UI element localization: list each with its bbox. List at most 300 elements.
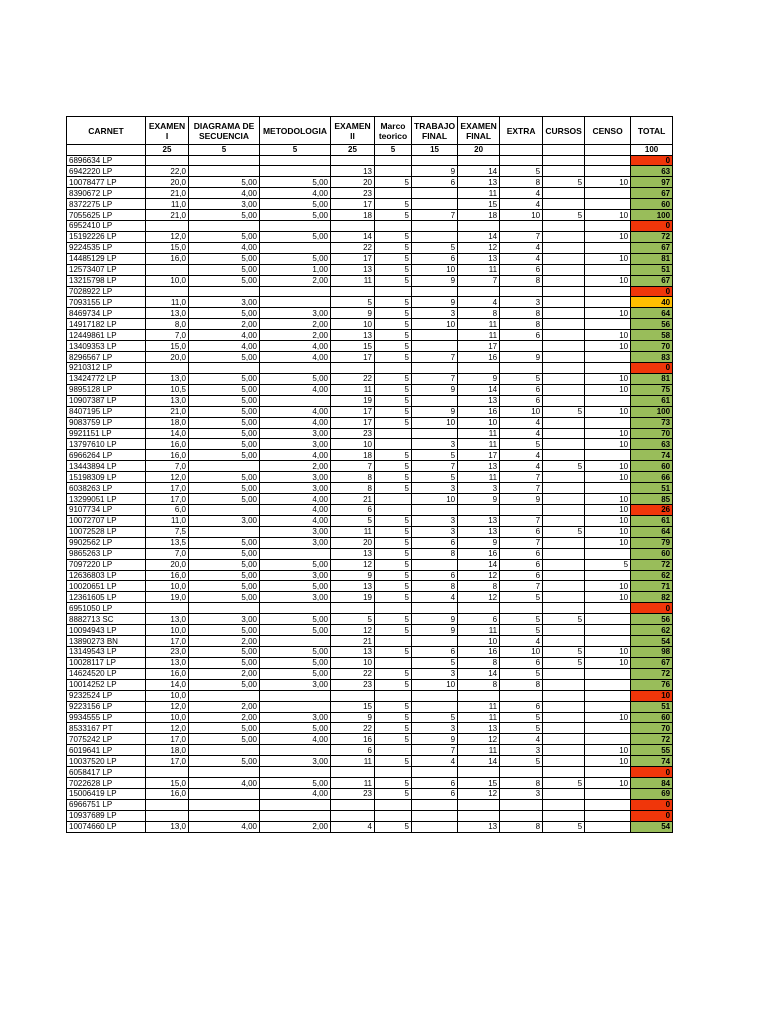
- examen-2-cell: 9: [331, 308, 375, 319]
- diagrama-cell: [189, 603, 260, 614]
- diagrama-cell: 5,00: [189, 308, 260, 319]
- metodologia-cell: [260, 155, 331, 166]
- total-cell: 0: [631, 799, 673, 810]
- diagrama-cell: [189, 363, 260, 374]
- trabajo-final-cell: [412, 821, 458, 832]
- examen-final-cell: 11: [458, 319, 500, 330]
- marco-teorico-cell: 5: [375, 668, 412, 679]
- carnet-cell: 13299051 LP: [67, 494, 146, 505]
- carnet-cell: 13424772 LP: [67, 373, 146, 384]
- metodologia-cell: 2,00: [260, 461, 331, 472]
- examen-1-cell: 18,0: [146, 417, 189, 428]
- carnet-cell: 13149543 LP: [67, 646, 146, 657]
- trabajo-final-cell: [412, 286, 458, 297]
- diagrama-cell: [189, 788, 260, 799]
- examen-2-cell: 16: [331, 734, 375, 745]
- censo-cell: 10: [585, 384, 631, 395]
- total-cell: 55: [631, 745, 673, 756]
- carnet-cell: 10078477 LP: [67, 177, 146, 188]
- censo-cell: 10: [585, 428, 631, 439]
- examen-2-cell: [331, 603, 375, 614]
- marco-teorico-cell: 5: [375, 395, 412, 406]
- marco-teorico-cell: 5: [375, 472, 412, 483]
- carnet-cell: 8533167 PT: [67, 723, 146, 734]
- examen-final-cell: 14: [458, 668, 500, 679]
- table-row: [67, 199, 673, 210]
- examen-1-cell: 6,0: [146, 505, 189, 516]
- total-cell: 40: [631, 297, 673, 308]
- examen-2-cell: 12: [331, 625, 375, 636]
- carnet-cell: 10072707 LP: [67, 515, 146, 526]
- examen-1-cell: 10,0: [146, 712, 189, 723]
- examen-2-cell: [331, 363, 375, 374]
- table-row: [67, 210, 673, 221]
- examen-final-cell: 11: [458, 712, 500, 723]
- total-cell: 62: [631, 570, 673, 581]
- metodologia-cell: 4,00: [260, 450, 331, 461]
- extra-cell: 6: [500, 548, 543, 559]
- censo-cell: [585, 242, 631, 253]
- examen-final-cell: 10: [458, 636, 500, 647]
- examen-2-cell: 7: [331, 461, 375, 472]
- censo-cell: 10: [585, 210, 631, 221]
- diagrama-cell: 5,00: [189, 439, 260, 450]
- censo-cell: [585, 821, 631, 832]
- trabajo-final-cell: 4: [412, 592, 458, 603]
- cursos-cell: [543, 341, 585, 352]
- metodologia-cell: 3,00: [260, 308, 331, 319]
- examen-2-cell: 13: [331, 330, 375, 341]
- weight-cell: 25: [146, 145, 189, 156]
- carnet-cell: 9895128 LP: [67, 384, 146, 395]
- examen-1-cell: [146, 767, 189, 778]
- diagrama-cell: 4,00: [189, 341, 260, 352]
- marco-teorico-cell: 5: [375, 199, 412, 210]
- extra-cell: 3: [500, 745, 543, 756]
- carnet-cell: 12449861 LP: [67, 330, 146, 341]
- metodologia-cell: 4,00: [260, 406, 331, 417]
- cursos-cell: [543, 494, 585, 505]
- diagrama-cell: 5,00: [189, 373, 260, 384]
- table-row: [67, 330, 673, 341]
- examen-2-cell: [331, 767, 375, 778]
- examen-2-cell: 13: [331, 264, 375, 275]
- cursos-cell: [543, 625, 585, 636]
- examen-1-cell: 16,0: [146, 668, 189, 679]
- total-cell: 56: [631, 319, 673, 330]
- metodologia-cell: 5,00: [260, 210, 331, 221]
- examen-final-cell: 13: [458, 526, 500, 537]
- examen-1-cell: 21,0: [146, 188, 189, 199]
- trabajo-final-cell: [412, 810, 458, 821]
- diagrama-cell: 5,00: [189, 537, 260, 548]
- cursos-cell: 5: [543, 461, 585, 472]
- total-cell: 74: [631, 756, 673, 767]
- diagrama-cell: 5,00: [189, 679, 260, 690]
- cursos-cell: [543, 319, 585, 330]
- total-cell: 64: [631, 526, 673, 537]
- censo-cell: 10: [585, 712, 631, 723]
- table-row: [67, 341, 673, 352]
- cursos-cell: [543, 505, 585, 516]
- cursos-cell: [543, 515, 585, 526]
- extra-cell: 10: [500, 406, 543, 417]
- cursos-cell: [543, 472, 585, 483]
- total-cell: 76: [631, 679, 673, 690]
- examen-1-cell: 11,0: [146, 297, 189, 308]
- censo-cell: [585, 221, 631, 232]
- trabajo-final-cell: 8: [412, 581, 458, 592]
- examen-2-cell: [331, 810, 375, 821]
- diagrama-cell: 2,00: [189, 636, 260, 647]
- marco-teorico-cell: [375, 494, 412, 505]
- cursos-cell: 5: [543, 177, 585, 188]
- carnet-cell: 13215798 LP: [67, 275, 146, 286]
- examen-final-cell: 8: [458, 679, 500, 690]
- header-cell: CENSO: [585, 117, 631, 145]
- extra-cell: 6: [500, 526, 543, 537]
- diagrama-cell: 5,00: [189, 592, 260, 603]
- cursos-cell: [543, 166, 585, 177]
- table-row: [67, 679, 673, 690]
- examen-2-cell: 22: [331, 373, 375, 384]
- total-cell: 82: [631, 592, 673, 603]
- extra-cell: 6: [500, 330, 543, 341]
- cursos-cell: 5: [543, 821, 585, 832]
- total-cell: 51: [631, 264, 673, 275]
- table-row: [67, 668, 673, 679]
- total-cell: 72: [631, 559, 673, 570]
- carnet-cell: 12361605 LP: [67, 592, 146, 603]
- carnet-cell: 15198309 LP: [67, 472, 146, 483]
- metodologia-cell: 4,00: [260, 352, 331, 363]
- examen-1-cell: [146, 363, 189, 374]
- examen-2-cell: 23: [331, 679, 375, 690]
- carnet-cell: 10937689 LP: [67, 810, 146, 821]
- marco-teorico-cell: 5: [375, 614, 412, 625]
- censo-cell: [585, 417, 631, 428]
- examen-final-cell: 15: [458, 778, 500, 789]
- censo-cell: 10: [585, 177, 631, 188]
- cursos-cell: 5: [543, 614, 585, 625]
- censo-cell: 10: [585, 657, 631, 668]
- examen-1-cell: 7,5: [146, 526, 189, 537]
- marco-teorico-cell: 5: [375, 526, 412, 537]
- diagrama-cell: [189, 526, 260, 537]
- diagrama-cell: 4,00: [189, 188, 260, 199]
- cursos-cell: [543, 668, 585, 679]
- diagrama-cell: 5,00: [189, 384, 260, 395]
- marco-teorico-cell: 5: [375, 712, 412, 723]
- examen-2-cell: [331, 799, 375, 810]
- trabajo-final-cell: [412, 701, 458, 712]
- examen-final-cell: 8: [458, 308, 500, 319]
- carnet-cell: 6896634 LP: [67, 155, 146, 166]
- table-row: [67, 461, 673, 472]
- diagrama-cell: 2,00: [189, 668, 260, 679]
- examen-1-cell: 12,0: [146, 723, 189, 734]
- trabajo-final-cell: 5: [412, 242, 458, 253]
- table-row: [67, 778, 673, 789]
- examen-final-cell: 12: [458, 734, 500, 745]
- extra-cell: 4: [500, 734, 543, 745]
- marco-teorico-cell: 5: [375, 723, 412, 734]
- diagrama-cell: [189, 461, 260, 472]
- cursos-cell: 5: [543, 406, 585, 417]
- extra-cell: 8: [500, 275, 543, 286]
- extra-cell: 8: [500, 821, 543, 832]
- censo-cell: [585, 810, 631, 821]
- censo-cell: 10: [585, 505, 631, 516]
- examen-final-cell: [458, 286, 500, 297]
- extra-cell: 6: [500, 264, 543, 275]
- examen-2-cell: 13: [331, 548, 375, 559]
- diagrama-cell: 2,00: [189, 319, 260, 330]
- censo-cell: 10: [585, 537, 631, 548]
- total-cell: 51: [631, 483, 673, 494]
- trabajo-final-cell: [412, 559, 458, 570]
- marco-teorico-cell: [375, 505, 412, 516]
- carnet-cell: 6966264 LP: [67, 450, 146, 461]
- cursos-cell: [543, 810, 585, 821]
- metodologia-cell: 5,00: [260, 177, 331, 188]
- extra-cell: 6: [500, 559, 543, 570]
- trabajo-final-cell: 6: [412, 788, 458, 799]
- censo-cell: 10: [585, 461, 631, 472]
- table-row: [67, 286, 673, 297]
- marco-teorico-cell: 5: [375, 515, 412, 526]
- examen-final-cell: [458, 155, 500, 166]
- examen-final-cell: 13: [458, 177, 500, 188]
- table-row: [67, 636, 673, 647]
- table-row: [67, 767, 673, 778]
- examen-final-cell: 11: [458, 264, 500, 275]
- total-cell: 0: [631, 603, 673, 614]
- cursos-cell: [543, 428, 585, 439]
- total-cell: 0: [631, 363, 673, 374]
- trabajo-final-cell: 10: [412, 679, 458, 690]
- marco-teorico-cell: [375, 636, 412, 647]
- carnet-cell: 7028922 LP: [67, 286, 146, 297]
- cursos-cell: [543, 723, 585, 734]
- examen-1-cell: 18,0: [146, 745, 189, 756]
- trabajo-final-cell: 6: [412, 537, 458, 548]
- extra-cell: 9: [500, 352, 543, 363]
- examen-2-cell: 22: [331, 668, 375, 679]
- weight-cell: 100: [631, 145, 673, 156]
- total-cell: 84: [631, 778, 673, 789]
- carnet-cell: 9083759 LP: [67, 417, 146, 428]
- metodologia-cell: [260, 745, 331, 756]
- trabajo-final-cell: [412, 363, 458, 374]
- total-cell: 54: [631, 821, 673, 832]
- examen-2-cell: 4: [331, 821, 375, 832]
- examen-2-cell: 23: [331, 188, 375, 199]
- table-row: [67, 625, 673, 636]
- table-row: [67, 614, 673, 625]
- extra-cell: 7: [500, 231, 543, 242]
- total-cell: 60: [631, 712, 673, 723]
- marco-teorico-cell: 5: [375, 231, 412, 242]
- marco-teorico-cell: 5: [375, 646, 412, 657]
- carnet-cell: 9223156 LP: [67, 701, 146, 712]
- extra-cell: 4: [500, 428, 543, 439]
- examen-2-cell: 12: [331, 559, 375, 570]
- examen-2-cell: 20: [331, 537, 375, 548]
- trabajo-final-cell: 9: [412, 406, 458, 417]
- header-cell: CARNET: [67, 117, 146, 145]
- censo-cell: 10: [585, 472, 631, 483]
- total-cell: 97: [631, 177, 673, 188]
- examen-final-cell: [458, 767, 500, 778]
- cursos-cell: [543, 395, 585, 406]
- examen-final-cell: [458, 363, 500, 374]
- examen-1-cell: 19,0: [146, 592, 189, 603]
- table-row: [67, 548, 673, 559]
- trabajo-final-cell: 4: [412, 756, 458, 767]
- extra-cell: 10: [500, 210, 543, 221]
- censo-cell: 10: [585, 341, 631, 352]
- extra-cell: 8: [500, 319, 543, 330]
- examen-final-cell: 16: [458, 548, 500, 559]
- examen-2-cell: 20: [331, 177, 375, 188]
- total-cell: 0: [631, 810, 673, 821]
- metodologia-cell: 4,00: [260, 788, 331, 799]
- total-cell: 73: [631, 417, 673, 428]
- examen-2-cell: 5: [331, 515, 375, 526]
- censo-cell: [585, 690, 631, 701]
- examen-2-cell: 14: [331, 231, 375, 242]
- examen-2-cell: 8: [331, 483, 375, 494]
- extra-cell: 7: [500, 515, 543, 526]
- trabajo-final-cell: 3: [412, 515, 458, 526]
- cursos-cell: [543, 690, 585, 701]
- examen-2-cell: 10: [331, 319, 375, 330]
- censo-cell: 10: [585, 526, 631, 537]
- censo-cell: [585, 286, 631, 297]
- diagrama-cell: 5,00: [189, 210, 260, 221]
- examen-1-cell: 13,0: [146, 308, 189, 319]
- table-row: [67, 734, 673, 745]
- marco-teorico-cell: [375, 799, 412, 810]
- total-cell: 62: [631, 625, 673, 636]
- trabajo-final-cell: 10: [412, 319, 458, 330]
- weights-row: [67, 145, 673, 156]
- trabajo-final-cell: [412, 799, 458, 810]
- diagrama-cell: 4,00: [189, 778, 260, 789]
- examen-1-cell: 13,5: [146, 537, 189, 548]
- examen-2-cell: 11: [331, 778, 375, 789]
- trabajo-final-cell: 6: [412, 253, 458, 264]
- extra-cell: [500, 810, 543, 821]
- table-row: [67, 188, 673, 199]
- trabajo-final-cell: 7: [412, 352, 458, 363]
- examen-2-cell: 19: [331, 395, 375, 406]
- table-row: [67, 395, 673, 406]
- examen-1-cell: 11,0: [146, 199, 189, 210]
- examen-1-cell: 20,0: [146, 352, 189, 363]
- censo-cell: [585, 767, 631, 778]
- metodologia-cell: 3,00: [260, 483, 331, 494]
- examen-1-cell: 14,0: [146, 679, 189, 690]
- examen-2-cell: 22: [331, 242, 375, 253]
- diagrama-cell: 3,00: [189, 199, 260, 210]
- extra-cell: 4: [500, 199, 543, 210]
- examen-2-cell: 10: [331, 439, 375, 450]
- total-cell: 0: [631, 155, 673, 166]
- cursos-cell: [543, 286, 585, 297]
- examen-1-cell: 10,5: [146, 384, 189, 395]
- examen-1-cell: [146, 603, 189, 614]
- censo-cell: 10: [585, 745, 631, 756]
- metodologia-cell: 4,00: [260, 515, 331, 526]
- censo-cell: [585, 155, 631, 166]
- censo-cell: 10: [585, 646, 631, 657]
- metodologia-cell: 4,00: [260, 384, 331, 395]
- diagrama-cell: 4,00: [189, 242, 260, 253]
- censo-cell: 10: [585, 581, 631, 592]
- carnet-cell: 7022628 LP: [67, 778, 146, 789]
- marco-teorico-cell: 5: [375, 734, 412, 745]
- marco-teorico-cell: [375, 166, 412, 177]
- metodologia-cell: 5,00: [260, 723, 331, 734]
- cursos-cell: [543, 253, 585, 264]
- extra-cell: [500, 767, 543, 778]
- censo-cell: [585, 668, 631, 679]
- examen-1-cell: 16,0: [146, 570, 189, 581]
- total-cell: 100: [631, 406, 673, 417]
- total-cell: 60: [631, 461, 673, 472]
- marco-teorico-cell: 5: [375, 559, 412, 570]
- examen-2-cell: 6: [331, 745, 375, 756]
- total-cell: 67: [631, 657, 673, 668]
- metodologia-cell: 3,00: [260, 526, 331, 537]
- table-row: [67, 363, 673, 374]
- examen-1-cell: 22,0: [146, 166, 189, 177]
- grades-table: [66, 116, 673, 833]
- trabajo-final-cell: 9: [412, 166, 458, 177]
- extra-cell: 5: [500, 373, 543, 384]
- diagrama-cell: [189, 810, 260, 821]
- marco-teorico-cell: 5: [375, 264, 412, 275]
- total-cell: 10: [631, 690, 673, 701]
- examen-2-cell: 21: [331, 494, 375, 505]
- cursos-cell: 5: [543, 657, 585, 668]
- trabajo-final-cell: 7: [412, 373, 458, 384]
- censo-cell: 10: [585, 439, 631, 450]
- examen-1-cell: 13,0: [146, 657, 189, 668]
- examen-2-cell: 23: [331, 428, 375, 439]
- table-row: [67, 526, 673, 537]
- censo-cell: [585, 636, 631, 647]
- carnet-cell: 7097220 LP: [67, 559, 146, 570]
- weight-cell: [500, 145, 543, 156]
- extra-cell: 6: [500, 657, 543, 668]
- cursos-cell: [543, 581, 585, 592]
- table-row: [67, 384, 673, 395]
- diagrama-cell: 5,00: [189, 483, 260, 494]
- weight-cell: [585, 145, 631, 156]
- metodologia-cell: [260, 221, 331, 232]
- table-row: [67, 592, 673, 603]
- total-cell: 60: [631, 199, 673, 210]
- examen-2-cell: [331, 155, 375, 166]
- carnet-cell: 14485129 LP: [67, 253, 146, 264]
- examen-1-cell: 12,0: [146, 231, 189, 242]
- cursos-cell: [543, 275, 585, 286]
- examen-final-cell: 12: [458, 788, 500, 799]
- metodologia-cell: 5,00: [260, 646, 331, 657]
